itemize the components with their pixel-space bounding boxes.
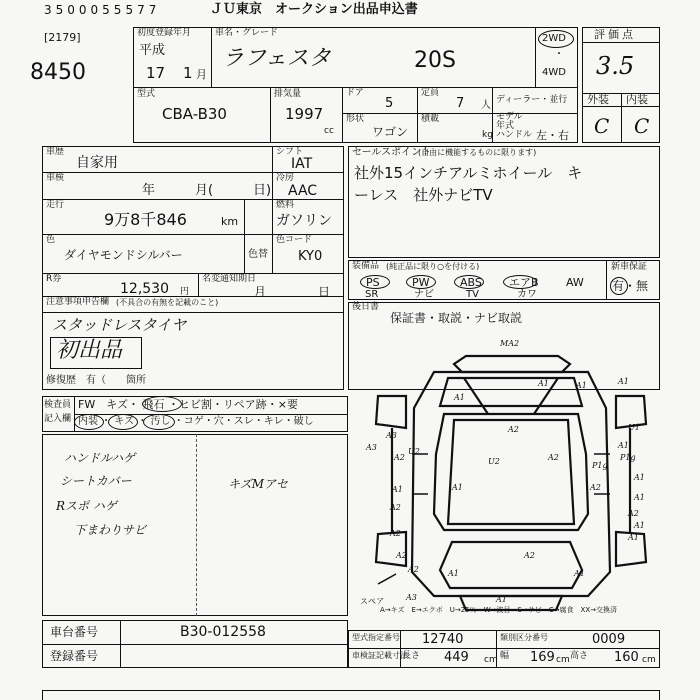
equip-4: AW <box>566 276 584 289</box>
model-label: 型式 <box>137 89 156 99</box>
inspection-day: 日) <box>253 183 272 198</box>
damage-mark: A1 <box>574 569 585 578</box>
car-label: 車名・グレード <box>215 28 279 38</box>
checks-row2: 内装 ・ キズ ・ 汚し ・コゲ・穴・スレ・キレ・破し <box>78 416 314 427</box>
hw-note-5: キズMアセ <box>228 477 288 491</box>
equip-sub-2: TV <box>466 289 479 300</box>
damage-mark: A1 <box>448 569 459 578</box>
equip-circle-1 <box>406 275 436 289</box>
model-year-label: モデル 年式 <box>496 112 523 131</box>
sales-sub: (自由に機能するものに限ります) <box>418 148 537 157</box>
damage-mark: A1 <box>452 483 463 492</box>
ext-label: 外装 <box>587 93 609 106</box>
shift-value: IAT <box>291 156 313 172</box>
hw-note-2: シートカバー <box>60 474 132 488</box>
notice-month: 月 <box>254 285 267 299</box>
fuel-value: ガソリン <box>276 213 332 229</box>
dims-label: 車検証記載寸法 <box>352 651 408 660</box>
handle-value: 左・右 <box>536 129 569 142</box>
w-label: 幅 <box>500 651 510 661</box>
car-outline-svg <box>348 334 660 616</box>
damage-mark: A2 <box>408 565 419 574</box>
damage-mark: P1g <box>620 453 636 462</box>
drive-4wd: 4WD <box>542 67 566 78</box>
equip-sub-3: カワ <box>517 289 537 300</box>
checks-row1: FW キズ・ 飛石 ・ヒビ割・リペア跡・×要 <box>78 398 298 411</box>
disp-unit: cc <box>324 126 334 136</box>
door-value: 5 <box>385 96 394 111</box>
damage-mark: A2 <box>394 453 405 462</box>
damage-mark: A1 <box>634 521 645 530</box>
damage-mark: A1 <box>454 393 465 402</box>
notice-day: 日 <box>318 285 331 299</box>
lot-small-number: [2179] <box>44 31 81 44</box>
damage-diagram <box>348 334 660 616</box>
recycle-value: 12,530 <box>120 281 169 297</box>
chassis-value: B30-012558 <box>180 624 266 640</box>
damage-mark: A2 <box>524 551 535 560</box>
h-unit: cm <box>642 655 656 665</box>
sheet-title: ＪＵ東京 オークション出品申込書 <box>210 2 418 17</box>
dirt-circle <box>143 414 175 430</box>
barcode-number: 3500055577 <box>44 3 161 17</box>
model-value: CBA-B30 <box>162 105 227 123</box>
score-value: 3.5 <box>596 52 635 80</box>
damage-mark: A1 <box>618 441 629 450</box>
repair-label2: 箇所 <box>126 375 146 386</box>
warranty-circle <box>610 277 628 295</box>
damage-mark: A1 <box>618 377 629 386</box>
reg-year: 17 <box>146 64 166 82</box>
notes-line2: 初出品 <box>56 338 123 363</box>
damage-mark: A2 <box>390 529 401 538</box>
recycle-unit: 円 <box>180 287 190 297</box>
damage-mark: A2 <box>508 425 519 434</box>
cap-label: 定員 <box>421 88 440 98</box>
cert-value: 12740 <box>422 632 464 647</box>
damage-mark: MA2 <box>500 339 520 348</box>
score-label: 評価点 <box>594 28 636 41</box>
damage-mark: P1g <box>592 461 608 470</box>
damage-mark: A2 <box>548 453 559 462</box>
bottom-strip <box>42 690 660 700</box>
damage-mark: A2 <box>628 509 639 518</box>
color-value: ダイヤモンドシルバー <box>64 248 183 262</box>
plate-label: 登録番号 <box>50 649 99 663</box>
equip-sub-0: SR <box>365 289 379 300</box>
hw-note-1: ハンドルハゲ <box>64 451 136 465</box>
reg-label: 初度登録年月 <box>137 28 192 38</box>
reg-month-unit: 月 <box>196 68 207 81</box>
equip-circle-0 <box>360 275 390 289</box>
notes-sub: (不具合の有無を記載のこと) <box>116 298 219 307</box>
mileage-unit: km <box>221 215 239 228</box>
drive-dot: ・ <box>554 49 564 60</box>
color-label: 色 <box>46 235 56 245</box>
damage-mark: A1 <box>628 533 639 542</box>
scratch-circle <box>108 414 138 430</box>
drive-2wd: 2WD <box>542 33 566 44</box>
load-label: 積載 <box>421 114 440 124</box>
car-grade: 20S <box>414 48 456 73</box>
equip-circle-2 <box>454 275 484 289</box>
handle-label: ハンドル <box>496 130 533 140</box>
car-name: ラフェスタ <box>222 46 331 71</box>
damage-mark: U1 <box>628 423 640 432</box>
interior-circle <box>74 414 104 430</box>
remarks-label: 後日書 <box>352 302 380 312</box>
disp-value: 1997 <box>285 105 324 123</box>
w-unit: cm <box>556 655 570 665</box>
equip-label: 装備品 <box>352 261 380 271</box>
notes-label: 注意事項申告欄 <box>46 297 110 307</box>
damage-mark: A1 <box>538 379 549 388</box>
chassis-label: 車台番号 <box>50 625 99 639</box>
lot-number: 8450 <box>30 60 86 85</box>
equip-3: エアB <box>509 276 539 289</box>
equip-sub-1: ナビ <box>414 289 434 300</box>
equip-1: PW <box>412 276 430 289</box>
sales-label: セールスポイント <box>352 147 432 158</box>
checks-label1: 検査員 <box>44 400 72 410</box>
history-value: 自家用 <box>76 155 118 171</box>
ac-value: AAC <box>288 183 318 199</box>
damage-mark: U2 <box>488 457 500 466</box>
damage-mark: A1 <box>634 473 645 482</box>
damage-mark: A3 <box>366 443 377 452</box>
stone-chip-circle <box>142 396 182 412</box>
damage-mark: A1 <box>634 493 645 502</box>
len-value: 449 <box>444 650 469 665</box>
notes-line1: スタッドレスタイヤ <box>52 316 187 334</box>
repair-label: 修復歴 有（ <box>46 375 106 386</box>
cert-label: 型式指定番号 <box>352 633 400 642</box>
inspection-label: 車検 <box>46 173 65 183</box>
cls-label: 類別区分番号 <box>500 633 548 642</box>
load-unit: kg <box>482 130 493 140</box>
inspection-month: 月( <box>195 183 214 198</box>
damage-mark: A3 <box>406 593 417 602</box>
damage-mark: A2 <box>390 503 401 512</box>
h-value: 160 <box>614 650 639 665</box>
history-label: 車歴 <box>46 147 65 157</box>
disp-label: 排気量 <box>274 89 302 99</box>
ext-score: C <box>594 114 610 138</box>
hw-note-3: Rスポ ハゲ <box>56 499 117 513</box>
reg-era: 平成 <box>139 43 166 58</box>
damage-mark: A1 <box>496 595 507 604</box>
cls-value: 0009 <box>592 632 626 647</box>
recycle-label: R券 <box>46 274 62 284</box>
ac-label: 冷房 <box>276 173 295 183</box>
h-label: 高さ <box>570 651 589 661</box>
warranty-value: 有・無 <box>612 279 649 293</box>
diagram-legend: A→キズ E→エクボ U→25％ W→波目 S→サビ C→腐食 XX→交換済 <box>380 606 618 614</box>
reg-month: 1 <box>183 64 193 82</box>
inspection-year: 年 <box>142 183 156 198</box>
shift-label: シフト <box>276 147 304 157</box>
dealer-label: ディーラー・並行 <box>496 95 568 105</box>
spare-label: スペア <box>360 597 384 606</box>
w-value: 169 <box>530 650 555 665</box>
damage-mark: A1 <box>392 485 403 494</box>
equip-circle-3 <box>503 275 537 289</box>
notice-label: 名変通知期日 <box>202 274 257 284</box>
damage-mark: A1 <box>576 381 587 390</box>
warranty-label: 新車保証 <box>611 262 648 272</box>
damage-mark: U2 <box>408 447 420 456</box>
equip-2: ABS <box>460 276 482 289</box>
color-code: KY0 <box>298 249 323 264</box>
int-label: 内装 <box>626 93 648 106</box>
equip-sub: (純正品に限り○を付ける) <box>386 262 480 271</box>
equip-0: PS <box>366 276 380 289</box>
mileage-value: 9万8千846 <box>104 210 187 229</box>
damage-mark: A2 <box>396 551 407 560</box>
checks-label2: 記入欄 <box>44 414 72 424</box>
cap-unit: 人 <box>481 100 491 111</box>
shape-value: ワゴン <box>372 125 409 139</box>
remarks-value: 保証書・取説・ナビ取説 <box>390 311 523 325</box>
mileage-label: 走行 <box>46 200 65 210</box>
color-change-label: 色替 <box>248 249 268 260</box>
damage-mark: A3 <box>386 431 397 440</box>
damage-mark: A2 <box>590 483 601 492</box>
color-code-label: 色コード <box>276 235 313 245</box>
int-score: C <box>634 114 650 138</box>
shape-label: 形状 <box>346 114 365 124</box>
door-label: ドア <box>346 88 364 98</box>
fuel-label: 燃料 <box>276 200 295 210</box>
sales-text2: ーレス 社外ナビTV <box>354 186 493 204</box>
len-label: 長さ <box>402 651 421 661</box>
len-unit: cm <box>484 655 498 665</box>
hw-note-4: 下まわりサビ <box>74 523 147 537</box>
cap-value: 7 <box>456 96 465 111</box>
sales-text1: 社外15インチアルミホイール キ <box>354 164 583 182</box>
